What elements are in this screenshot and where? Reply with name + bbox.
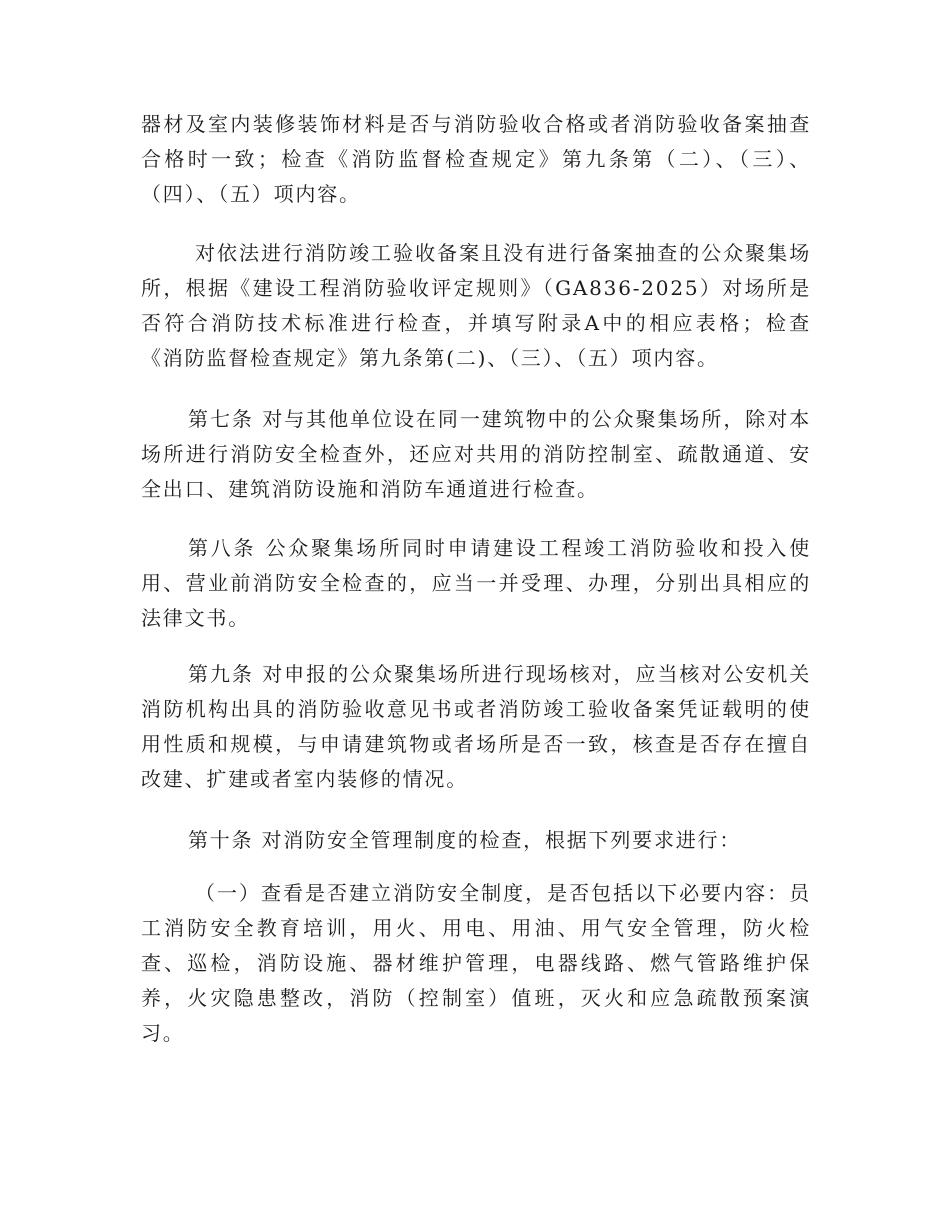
- paragraph-continuation: 器材及室内装修装饰材料是否与消防验收合格或者消防验收备案抽查合格时一致；检查《消防监督检查规定》第九条第（二）、（三）、（四）、（五）项内容。: [141, 112, 811, 206]
- paragraph-filing-inspection: 对依法进行消防竣工验收备案且没有进行备案抽查的公众聚集场所，根据《建设工程消防验收评定规则》（GA836-2025）对场所是否符合消防技术标准进行检查，并填写附录A中的相应表格；检查《消防监督检查规定》第九条第(二)、（三）、（五）项内容。: [141, 241, 811, 370]
- paragraph-article-7: 第七条 对与其他单位设在同一建筑物中的公众聚集场所，除对本场所进行消防安全检查外，还应对共用的消防控制室、疏散通道、安全出口、建筑消防设施和消防车通道进行检查。: [141, 407, 811, 501]
- paragraph-article-10: 第十条 对消防安全管理制度的检查，根据下列要求进行：: [188, 828, 742, 852]
- paragraph-article-8: 第八条 公众聚集场所同时申请建设工程竣工消防验收和投入使用、营业前消防安全检查的，应当一并受理、办理，分别出具相应的法律文书。: [141, 536, 811, 630]
- paragraph-item-1: （一）查看是否建立消防安全制度，是否包括以下必要内容：员工消防安全教育培训，用火、用电、用油、用气安全管理，防火检查、巡检，消防设施、器材维护管理，电器线路、燃气管路维护保养，火灾隐患整改，消防（控制室）值班，灭火和应急疏散预案演习。: [141, 881, 811, 1045]
- paragraph-article-9: 第九条 对申报的公众聚集场所进行现场核对，应当核对公安机关消防机构出具的消防验收意见书或者消防竣工验收备案凭证载明的使用性质和规模，与申请建筑物或者场所是否一致，核查是否存在擅自改建、扩建或者室内装修的情况。: [141, 662, 811, 791]
